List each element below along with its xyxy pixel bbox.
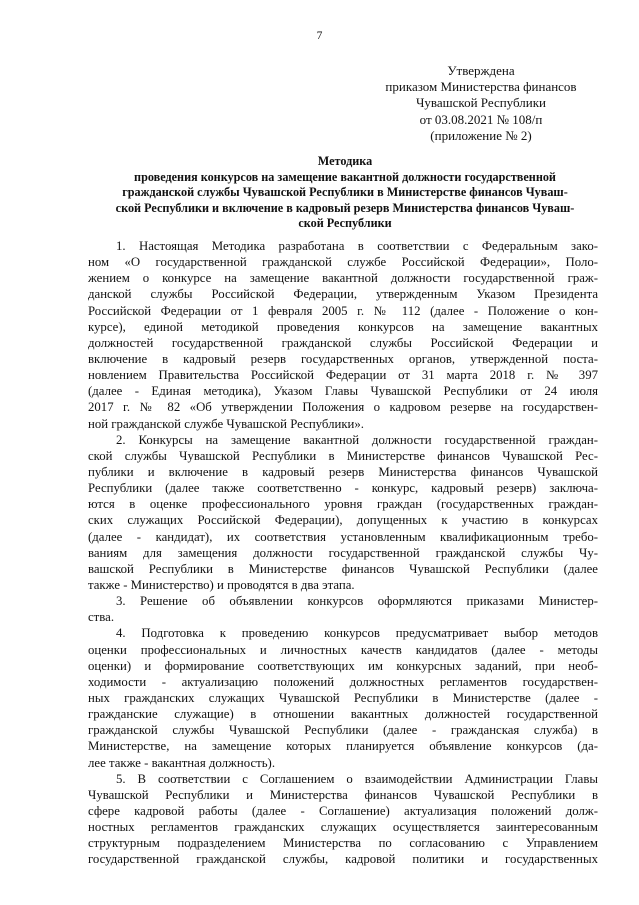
paragraph-2-line: ских служащих Российской Федерации), допущенных к участию в конкурсах — [88, 513, 598, 528]
paragraph-2-line: Республики (далее также соответственно - конкурс, кадровый резерв) заключа- — [88, 481, 598, 496]
paragraph-4-line: Министерстве, на замещение которых планируется объявление конкурсов (да- — [88, 739, 598, 754]
paragraph-4-line: оценки профессиональных и личностных качеств кандидатов (далее - методы — [88, 642, 598, 657]
approval-line: от 03.08.2021 № 108/п — [419, 111, 543, 127]
title-line: проведения конкурсов на замещение вакантной должности государственной — [134, 169, 556, 184]
page-number: 7 — [316, 30, 323, 42]
paragraph-1-line: ной гражданской службе Чувашской Республики». — [88, 416, 364, 431]
paragraph-4-line: гражданские служащие) в отношении вакантных должностей государственной — [88, 707, 598, 722]
paragraph-5-line: 5. В соответствии с Соглашением о взаимодействии Администрации Главы — [116, 771, 598, 786]
paragraph-3-line: ства. — [88, 610, 115, 625]
paragraph-2-line: ваниям для замещения должности государственной гражданской службы Чу- — [88, 545, 598, 560]
title-line: ской Республики и включение в кадровый резерв Министерства финансов Чуваш- — [115, 200, 575, 215]
title-line: ской Республики — [298, 216, 392, 231]
document-body — [88, 238, 598, 867]
paragraph-1-line: новлением Правительства Российской Федерации от 31 марта 2018 г. № 397 — [88, 368, 598, 383]
paragraph-2-line: также - Министерство) и проводятся в два этапа. — [88, 577, 355, 592]
paragraph-5-line: государственной гражданской службы, кадровой политики и государственных — [88, 852, 598, 867]
paragraph-1-line: курсе), единой методикой проведения конкурсов на замещение вакантных — [88, 319, 598, 334]
paragraph-1-line: должностей государственной гражданской службы Российской Федерации и — [88, 335, 598, 350]
paragraph-2-line: 2. Конкурсы на замещение вакантной должности государственной граждан- — [116, 432, 598, 447]
paragraph-2-line: публики и включение в кадровый резерв Министерства финансов Чувашской — [88, 464, 598, 479]
paragraph-1-line: включение в кадровый резерв государственных органов, утвержденной поста- — [88, 351, 598, 366]
paragraph-2-line: (далее - кандидат), их соответствия установленным квалификационным требо- — [88, 529, 598, 544]
approval-line: приказом Министерства финансов — [385, 79, 577, 95]
title-line: гражданской службы Чувашской Республики в Министерстве финансов Чуваш- — [122, 185, 568, 200]
approval-line: Утверждена — [447, 63, 515, 78]
title-heading: Методика — [317, 154, 373, 168]
paragraph-4-line: 4. Подготовка к проведению конкурсов предусматривает выбор методов — [116, 626, 598, 641]
paragraph-5-line: структурным подразделением Министерства по согласованию с Управлением — [88, 836, 598, 851]
paragraph-1-line: 2017 г. № 82 «Об утверждении Положения о кадровом резерве на государствен- — [88, 400, 598, 415]
paragraph-5-line: сфере кадровой работы (далее - Соглашение) актуализация положений долж- — [88, 803, 598, 818]
paragraph-4-line: ходимости - актуализацию положений должностных регламентов государствен- — [88, 674, 598, 689]
paragraph-1-line: Российской Федерации от 1 февраля 2005 г. № 112 (далее - Положение о кон- — [88, 303, 598, 318]
approval-line: (приложение № 2) — [430, 127, 532, 143]
approval-stamp — [350, 63, 612, 144]
paragraph-1-line: данской службы Российской Федерации, утвержденным Указом Президента — [88, 287, 598, 302]
paragraph-2-line: вашской Республики в Министерстве финансов Чувашской Республики (далее — [88, 561, 598, 576]
document-title — [90, 154, 600, 232]
paragraph-1-line: жением о конкурсе на замещение вакантной должности государственной граж- — [88, 271, 598, 286]
paragraph-3-line: 3. Решение об объявлении конкурсов оформляются приказами Министер- — [116, 594, 598, 609]
paragraph-5-line: ностных регламентов гражданских служащих осуществляется заинтересованным — [88, 820, 598, 835]
paragraph-2-line: ской службы Чувашской Республики в Министерстве финансов Чувашской Рес- — [88, 448, 598, 463]
paragraph-4-line: гражданской службы Чувашской Республики (далее - гражданская служба) в — [88, 723, 598, 738]
paragraph-4-line: ных гражданских служащих Чувашской Республики в Министерстве (далее - — [88, 690, 598, 705]
paragraph-2-line: ются в оценке профессионального уровня граждан (государственных граждан- — [88, 497, 598, 512]
paragraph-1-line: (далее - Единая методика), Указом Главы Чувашской Республики от 24 июля — [88, 384, 598, 399]
paragraph-1-line: ном «О государственной гражданской службе Российской Федерации», Поло- — [88, 255, 598, 270]
paragraph-4-line: оценки) и формирование соответствующих им конкурсных заданий, при необ- — [88, 658, 598, 673]
paragraph-5-line: Чувашской Республики и Министерства финансов Чувашской Республики в — [88, 787, 598, 802]
paragraph-4-line: лее также - вакантная должность). — [88, 755, 276, 770]
approval-line: Чувашской Республики — [415, 95, 547, 111]
paragraph-1-line: 1. Настоящая Методика разработана в соответствии с Федеральным зако- — [116, 239, 598, 253]
